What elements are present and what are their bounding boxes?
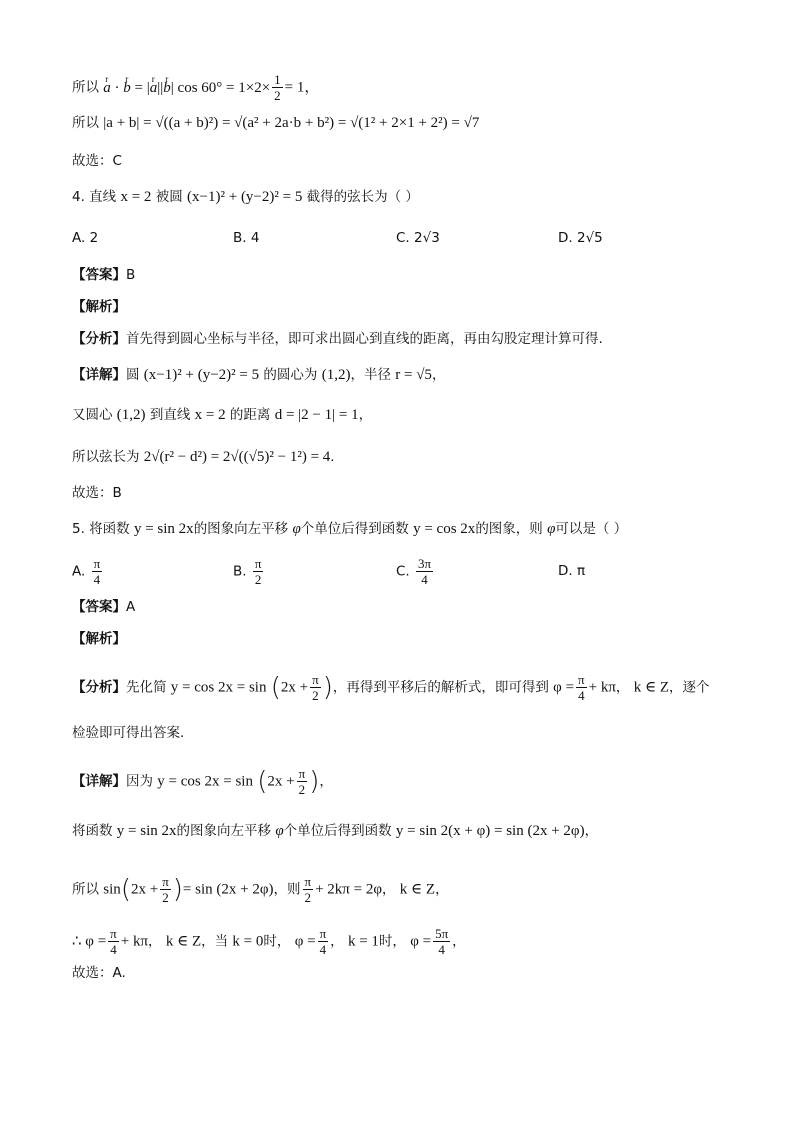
- left-paren: (: [257, 766, 268, 797]
- math-expression: (x−1)² + (y−2)² = 5: [187, 189, 303, 205]
- math-expression: 2x +: [130, 881, 159, 898]
- left-paren: (: [270, 672, 281, 703]
- text: ，: [319, 773, 333, 790]
- denominator: 2: [304, 890, 312, 905]
- fraction: [272, 72, 283, 103]
- math-expression: r a · r b = |r a||r b| cos 60° = 1×2×: [103, 80, 270, 96]
- answer-value: A: [126, 599, 136, 615]
- option-b: B. 4: [233, 230, 260, 246]
- math-expression: k ∈ Z: [633, 679, 669, 696]
- xiangjie-tag: 【详解】: [72, 773, 126, 790]
- text: .: [330, 449, 335, 465]
- text: ，: [381, 881, 396, 898]
- text-prefix: 所以: [72, 115, 99, 131]
- math-expression: = sin (2x + 2φ): [182, 881, 274, 898]
- stem-text: 5. 将函数: [72, 521, 130, 537]
- denominator: 2: [274, 88, 281, 103]
- math-expression: + kπ: [588, 679, 616, 696]
- math-expression: + 2kπ = 2φ: [315, 881, 382, 898]
- numerator: 1: [274, 72, 281, 87]
- analysis-tag: 【解析】: [72, 299, 126, 315]
- text: 先化简: [126, 679, 167, 696]
- therefore-line: [72, 926, 466, 957]
- fraction: [253, 556, 264, 587]
- text: 圆: [126, 367, 140, 383]
- text: 所以弦长为: [72, 449, 140, 465]
- chord-length-line: [72, 448, 335, 466]
- analysis-heading: [72, 298, 126, 316]
- option-label: C.: [396, 563, 410, 580]
- text: ，再得到平移后的解析式，即可得到: [332, 679, 549, 696]
- numerator: 3π: [418, 556, 432, 571]
- text: ，: [584, 823, 599, 839]
- math-expression: y = sin 2x: [116, 823, 177, 839]
- stem-text: 被圆: [155, 189, 183, 205]
- fraction: [310, 672, 321, 703]
- denominator: 4: [578, 688, 585, 703]
- math-symbol: φ: [547, 521, 556, 537]
- option-d: D. 2√5: [558, 230, 603, 246]
- fraction: [433, 926, 450, 957]
- numerator: π: [312, 672, 319, 687]
- text: ，: [431, 367, 446, 383]
- left-paren: (: [120, 874, 131, 905]
- right-paren: ): [172, 874, 183, 905]
- stem-text: 个单位后得到函数: [300, 521, 409, 537]
- answer-tag: 【答案】: [72, 267, 126, 283]
- option-c: C. 2√3: [396, 230, 440, 246]
- answer-select-line: [72, 484, 122, 502]
- math-expression: k ∈ Z: [399, 881, 436, 898]
- text: 将函数: [72, 823, 113, 839]
- math-expression: y = cos 2x = sin: [157, 773, 253, 790]
- text: ，逐个: [669, 679, 710, 696]
- math-expression: 2√(r² − d²) = 2√((√5)² − 1²) = 4: [143, 449, 331, 465]
- text: ，半径: [350, 367, 391, 383]
- analysis-tag: 【解析】: [72, 631, 126, 647]
- fraction: [92, 556, 103, 587]
- denominator: 2: [162, 890, 169, 905]
- math-expression: k = 0: [232, 933, 264, 950]
- fenxi-tag: 【分析】: [72, 679, 126, 696]
- option-a: [72, 556, 104, 587]
- vector-magnitude-line: [72, 114, 479, 132]
- math-expression: + kπ: [120, 933, 149, 950]
- text: ，: [615, 679, 630, 696]
- text: ，当: [201, 933, 229, 950]
- fraction: [318, 926, 329, 957]
- numerator: π: [162, 874, 169, 889]
- text: 个单位后得到函数: [283, 823, 392, 839]
- math-expression: y = cos 2x: [413, 521, 476, 537]
- math-expression: y = cos 2x = sin: [170, 679, 267, 696]
- text: ，则: [273, 881, 301, 898]
- numerator: π: [93, 556, 101, 571]
- math-expression: (1,2): [116, 407, 146, 423]
- xiangjie-tag: 【详解】: [72, 367, 126, 383]
- text: 的距离: [229, 407, 271, 423]
- option-c: [396, 556, 435, 587]
- fenxi-line: [72, 672, 710, 703]
- question-5-stem: [72, 520, 627, 538]
- stem-text: 的图象向左平移: [193, 521, 289, 537]
- numerator: π: [254, 556, 262, 571]
- text: 又圆心: [72, 407, 113, 423]
- fenxi-continuation: [72, 724, 184, 742]
- text: ，: [358, 407, 373, 423]
- fraction: [297, 766, 308, 797]
- math-expression: 2x +: [280, 679, 309, 696]
- question-4-stem: [72, 188, 419, 206]
- denominator: 4: [93, 572, 101, 587]
- math-expression: y = sin 2x: [133, 521, 194, 537]
- shift-line: [72, 822, 598, 840]
- math-expression: k = 1: [347, 933, 379, 950]
- analysis-heading: [72, 630, 126, 648]
- text: 的图象向左平移: [176, 823, 272, 839]
- answer-select-line: [72, 964, 126, 982]
- fraction: [416, 556, 433, 587]
- text: ，: [435, 881, 449, 898]
- xiangjie-line: [72, 766, 333, 797]
- fraction: [108, 926, 119, 957]
- fraction: [303, 874, 314, 905]
- stem-text: 4. 直线: [72, 189, 117, 205]
- denominator: 2: [254, 572, 262, 587]
- fraction: [160, 874, 171, 905]
- math-expression: ∴ φ =: [72, 933, 107, 950]
- text: ，: [330, 933, 344, 950]
- numerator: π: [298, 766, 306, 781]
- math-expression: φ =: [410, 933, 432, 950]
- math-expression: φ =: [294, 933, 316, 950]
- option-b: [233, 556, 265, 587]
- math-expression: φ =: [553, 679, 575, 696]
- denominator: 4: [421, 572, 428, 587]
- select-text: 故选：C: [72, 153, 122, 169]
- math-expression: |a + b| = √((a + b)²) = √(a² + 2a·b + b²) = √(1² + 2×1 + 2²) = √7: [103, 115, 480, 131]
- select-text: 故选：B: [72, 485, 122, 501]
- numerator: π: [304, 874, 312, 889]
- stem-text: 的图象，则: [475, 521, 543, 537]
- text: 时，: [378, 933, 406, 950]
- text-prefix: 所以: [72, 79, 99, 96]
- select-text: 故选：A.: [72, 965, 126, 981]
- text: 所以: [72, 881, 99, 898]
- stem-text: 截得的弦长为（ ）: [306, 189, 419, 205]
- denominator: 2: [298, 782, 306, 797]
- denominator: 4: [319, 942, 327, 957]
- denominator: 4: [110, 942, 117, 957]
- fenxi-text: 首先得到圆心坐标与半径，即可求出圆心到直线的距离，再由勾股定理计算可得.: [126, 331, 603, 347]
- text: 检验即可得出答案.: [72, 725, 185, 741]
- math-expression: x = 2: [120, 189, 152, 205]
- math-expression: y = sin 2(x + φ) = sin (2x + 2φ): [395, 823, 585, 839]
- text: 到直线: [149, 407, 191, 423]
- text: ，: [148, 933, 162, 950]
- math-expression: d = |2 − 1| = 1: [274, 407, 359, 423]
- text: 因为: [126, 773, 153, 790]
- right-paren: ): [309, 766, 320, 797]
- math-tail: = 1，: [284, 79, 320, 96]
- numerator: π: [319, 926, 327, 941]
- stem-text: 可以是（ ）: [555, 521, 628, 537]
- math-expression: (x−1)² + (y−2)² = 5: [143, 367, 260, 383]
- answer-value: B: [126, 267, 136, 283]
- option-label: B.: [233, 563, 247, 580]
- xiangjie-line: [72, 366, 445, 384]
- option-a: A. 2: [72, 230, 99, 246]
- math-expression: 2x +: [267, 773, 295, 790]
- option-label: A.: [72, 563, 86, 580]
- math-symbol: φ: [275, 823, 284, 839]
- answer-line: [72, 266, 135, 284]
- fenxi-line: [72, 330, 603, 348]
- math-expression: r = √5: [395, 367, 432, 383]
- fenxi-tag: 【分析】: [72, 331, 126, 347]
- math-expression: k ∈ Z: [165, 933, 202, 950]
- answer-select-line: [72, 152, 122, 170]
- option-d: D. π: [558, 563, 586, 579]
- math-expression: (1,2): [321, 367, 351, 383]
- text: ，: [452, 933, 466, 950]
- denominator: 2: [312, 688, 319, 703]
- vector-dot-product-line: [72, 72, 319, 103]
- text: 的圆心为: [263, 367, 318, 383]
- math-expression: x = 2: [194, 407, 226, 423]
- fraction: [576, 672, 587, 703]
- text: 时，: [263, 933, 291, 950]
- numerator: π: [110, 926, 117, 941]
- right-paren: ): [322, 672, 333, 703]
- answer-tag: 【答案】: [72, 599, 126, 615]
- math-symbol: φ: [292, 521, 301, 537]
- numerator: π: [578, 672, 585, 687]
- numerator: 5π: [435, 926, 449, 941]
- distance-line: [72, 406, 372, 424]
- denominator: 4: [438, 942, 445, 957]
- so-line: [72, 874, 449, 905]
- answer-line: [72, 598, 135, 616]
- math-expression: sin: [103, 881, 121, 898]
